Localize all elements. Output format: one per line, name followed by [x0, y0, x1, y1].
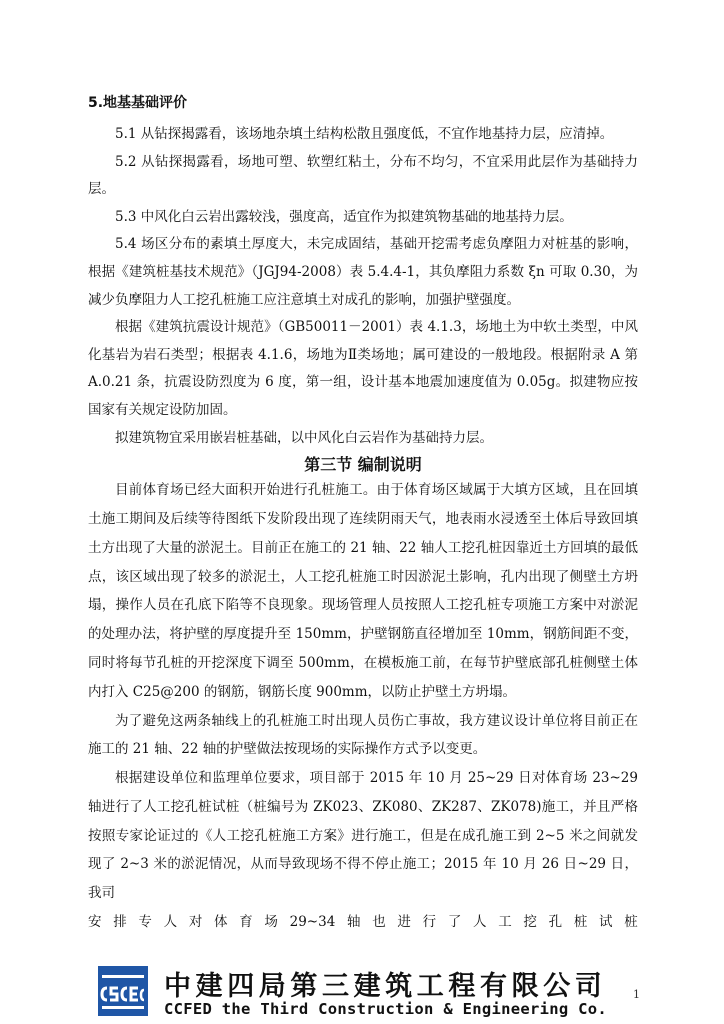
page-number: 1: [633, 988, 640, 1001]
spread-word: 了: [447, 914, 462, 931]
section-foundation-evaluation: [88, 93, 638, 452]
paragraph: 5.2 从钻探揭露看，场地可塑、软塑红粘土，分布不均匀，不宜采用此层作为基础持力层。: [88, 153, 638, 198]
spread-word: 安: [88, 914, 102, 931]
paragraph: 目前体育场已经大面积开始进行孔桩施工。由于体育场区域属于大填方区域，且在回填土施工期间及后续等待图纸下发阶段出现了连续阴雨天气，地表雨水浸透至土体后导致回填土方出现了大量的淤泥土。目前正在施工的 21 轴、22 轴人工挖孔桩因靠近土方回填的最低点，该区域出现了较多的淤泥土，人工挖孔桩施工时因淤泥土影响，孔内出现了侧壁土方坍塌，操作人员在孔底下陷等不良现象。现场管理人员按照人工挖孔桩专项施工方案中对淤泥的处理办法，将护壁的厚度提升至 150mm，护壁钢筋直径增加至 10mm，钢筋间距不变，同时将每节孔桩的开挖深度下调至 500mm，在模板施工前，在每节护壁底部孔桩侧壁土体内打入 C25@200 的钢筋，钢筋长度 900mm，以防止护壁土方坍塌。: [88, 482, 638, 700]
spread-word: 试: [599, 914, 613, 931]
paragraph: 为了避免这两条轴线上的孔桩施工时出现人员伤亡事故，我方建议设计单位将目前正在施工的 21 轴、22 轴的护壁做法按现场的实际操作方式予以变更。: [88, 712, 638, 758]
spread-word: 也: [372, 914, 386, 931]
paragraph: 5.3 中风化白云岩出露较浅，强度高，适宜作为拟建筑物基础的地基持力层。: [115, 208, 573, 225]
spread-word: 29~34: [289, 914, 336, 931]
spread-word: 挖: [523, 914, 537, 931]
spread-word: 人: [473, 914, 487, 931]
spread-word: 排: [113, 914, 127, 931]
company-name-english: CCFED the Third Construction & Engineering Co.: [164, 1000, 608, 1018]
paragraph: 根据建设单位和监理单位要求，项目部于 2015 年 10 月 25~29 日对体育场 23~29 轴进行了人工挖孔桩试桩（桩编号为 ZK023、ZK080、ZK287、ZK078)施工，并且严格按照专家论证过的《人工挖孔桩施工方案》进行施工，但是在成孔施工到 2~5 米之间就发现了 2~3 米的淤泥情况，从而导致现场不得不停止施工；2015 年 10 月 26 日~29 日，我司: [88, 770, 638, 902]
spread-word: 孔: [548, 914, 563, 931]
cscec-logo: [98, 966, 148, 1016]
spread-word: 桩: [573, 914, 588, 931]
spread-word: 体: [214, 914, 228, 931]
spread-word: 行: [422, 914, 437, 931]
company-footer: [98, 966, 658, 1022]
company-name-chinese: 中建四局第三建筑工程有限公司: [164, 971, 607, 1002]
section-compilation-notes: [88, 454, 638, 937]
spread-word: 育: [239, 914, 253, 931]
spread-word: 轴: [347, 914, 361, 931]
spread-word: 工: [498, 914, 512, 931]
spread-word: 场: [264, 914, 278, 931]
paragraph: 5.4 场区分布的素填土厚度大，未完成固结，基础开挖需考虑负摩阻力对桩基的影响，根据《建筑桩基技术规范》（JGJ94-2008）表 5.4.4-1，其负摩阻力系数 ξn 可取 0.30，为减少负摩阻力人工挖孔桩施工应注意填土对成孔的影响，加强护壁强度。: [88, 236, 638, 308]
spread-word: 对: [188, 914, 203, 931]
document-body: [88, 93, 638, 937]
paragraph: 拟建筑物宜采用嵌岩桩基础，以中风化白云岩作为基础持力层。: [115, 429, 493, 446]
paragraph: 5.1 从钻探揭露看，该场地杂填土结构松散且强度低，不宜作地基持力层，应清掉。: [115, 126, 614, 142]
spread-word: 人: [163, 914, 178, 931]
justified-last-line: [88, 908, 638, 937]
spread-word: 进: [397, 914, 411, 931]
section-title: 第三节 编制说明: [304, 455, 422, 475]
section-heading: 5.地基基础评价: [88, 95, 188, 111]
paragraph: 根据《建筑抗震设计规范》（GB50011－2001）表 4.1.3，场地土为中软土类型，中风化基岩为岩石类型；根据表 4.1.6，场地为Ⅱ类场地；属可建设的一般地段。根据附录 A 第 A.0.21 条，抗震设防烈度为 6 度，第一组，设计基本地震加速度值为 0.05g。拟建物应按国家有关规定设防加固。: [88, 319, 638, 418]
spread-word: 专: [138, 914, 152, 931]
spread-word: 桩: [624, 914, 638, 931]
